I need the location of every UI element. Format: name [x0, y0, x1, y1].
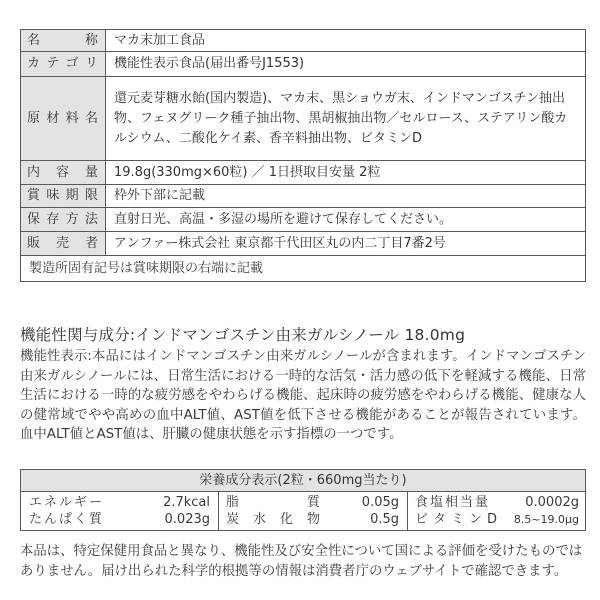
- spec-value-category: 機能性表示食品(届出番号J1553): [106, 52, 586, 77]
- spec-label-seller: 販売者: [21, 232, 106, 256]
- spec-row-name: [21, 30, 586, 52]
- product-spec-table: [20, 29, 586, 282]
- nutrition-label: エネルギー: [29, 495, 105, 510]
- spec-value-storage: 直射日光、高温・多湿の場所を避けて保存してください。: [106, 208, 586, 232]
- nutrition-column-1: [21, 492, 219, 530]
- spec-label-name: 名称: [21, 30, 106, 52]
- nutrition-value: 0.023g: [164, 512, 210, 527]
- nutrition-column-3: [407, 492, 587, 530]
- spec-label-category: カテゴリ: [21, 52, 106, 77]
- spec-row-storage: [21, 208, 586, 232]
- spec-row-expiry: [21, 185, 586, 208]
- nutrition-body: [21, 492, 585, 530]
- nutrition-row-protein: [21, 511, 218, 529]
- nutrition-label: 脂質: [226, 495, 322, 510]
- nutrition-value: 0.0002g: [525, 495, 579, 510]
- nutrition-label: 炭水化物: [226, 512, 322, 527]
- spec-label-storage: 保存方法: [21, 208, 106, 232]
- spec-label-ingredients: 原材料名: [21, 77, 106, 161]
- spec-footer-note: 製造所固有記号は賞味期限の右端に記載: [21, 256, 586, 282]
- nutrition-value: 0.5g: [370, 512, 399, 527]
- spec-value-ingredients: 還元麦芽糖水飴(国内製造)、マカ末、黒ショウガ末、インドマンゴスチン抽出物、フェヌグリーク種子抽出物、黒胡椒抽出物／セルロース、ステアリン酸カルシウム、二酸化ケイ素、香辛料抽出物、ビタミンD: [106, 77, 586, 161]
- functional-ingredient-title: 機能性関与成分:インドマンゴスチン由来ガルシノール 18.0mg: [20, 326, 466, 344]
- nutrition-row-carbohydrate: [218, 511, 407, 529]
- spec-row-category: [21, 52, 586, 77]
- spec-label-expiry: 賞味期限: [21, 185, 106, 208]
- spec-label-contents: 内容量: [21, 161, 106, 185]
- nutrition-value: 2.7kcal: [163, 495, 210, 510]
- spec-row-ingredients: [21, 77, 586, 161]
- nutrition-label: 食塩相当量: [415, 495, 491, 510]
- nutrition-row-fat: [218, 494, 407, 512]
- spec-value-seller: アンファー株式会社 東京都千代田区丸の内二丁目7番2号: [106, 232, 586, 256]
- spec-value-name: マカ末加工食品: [106, 30, 586, 52]
- nutrition-column-2: [218, 492, 408, 530]
- nutrition-value: 0.05g: [361, 495, 399, 510]
- spec-value-contents: 19.8g(330mg×60粒) ／ 1日摂取目安量 2粒: [106, 161, 586, 185]
- disclaimer-text: 本品は、特定保健用食品と異なり、機能性及び安全性について国による評価を受けたものではありません。届け出られた科学的根拠等の情報は消費者庁のウェブサイトで確認できます。: [20, 544, 583, 579]
- spec-row-seller: [21, 232, 586, 256]
- nutrition-label: ビタミンD: [415, 512, 499, 527]
- nutrition-value: 8.5~19.0µg: [513, 513, 579, 526]
- nutrition-row-vitamin-d: [407, 511, 587, 529]
- spec-row-footer: [21, 256, 586, 282]
- nutrition-label: たんぱく質: [29, 512, 105, 527]
- spec-row-contents: [21, 161, 586, 185]
- nutrition-table: [20, 469, 586, 531]
- spec-value-expiry: 枠外下部に記載: [106, 185, 586, 208]
- functional-claim-text: 機能性表示:本品にはインドマンゴスチン由来ガルシノールが含まれます。インドマンゴスチン由来ガルシノールには、日常生活における一時的な活気・活力感の低下を軽減する機能、日常生活における一時的な疲労感をやわらげる機能、起床時の疲労感をやわらげる機能、健康な人の健常域でやや高めの血中ALT値、AST値を低下させる機能があることが報告されています。血中ALT値とAST値は、肝臓の健康状態を示す指標の一つです。: [20, 349, 586, 443]
- nutrition-row-energy: [21, 494, 218, 512]
- nutrition-title: 栄養成分表示(2粒・660mg当たり): [21, 470, 585, 492]
- nutrition-row-salt: [407, 494, 587, 512]
